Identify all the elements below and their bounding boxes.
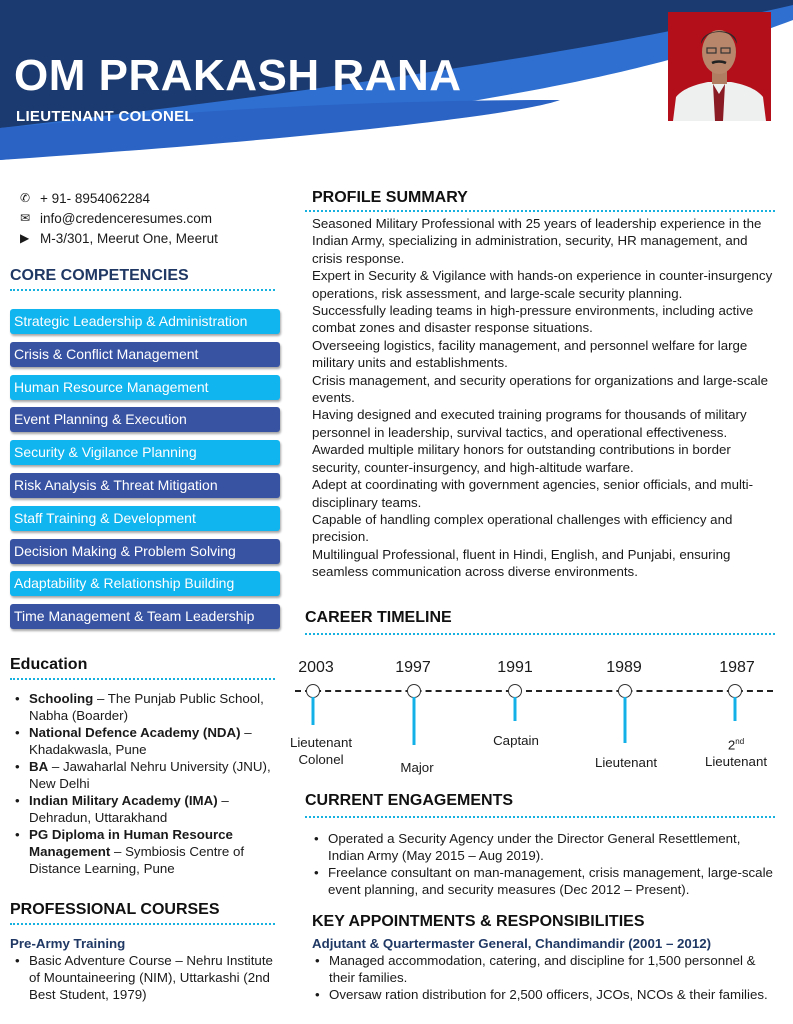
profile-paragraph: Seasoned Military Professional with 25 years of leadership experience in the Indian Army, specializing in administration, security, HR management, and crisis response. xyxy=(312,216,762,266)
profile-paragraph: Multilingual Professional, fluent in Hindi, English, and Punjabi, ensuring seamless communication across diverse environments. xyxy=(312,546,731,580)
timeline-stem xyxy=(312,697,315,725)
header-banner xyxy=(0,0,793,165)
education-list xyxy=(10,690,275,877)
postal-address: M-3/301, Meerut One, Meerut xyxy=(40,230,218,246)
engagement-item: • Operated a Security Agency under the Director General Resettlement, Indian Army (May 2015 – Aug 2019). xyxy=(309,830,775,864)
education-item: • Schooling – The Punjab Public School, Nabha (Boarder) xyxy=(10,690,275,724)
timeline-node xyxy=(306,684,320,698)
section-divider xyxy=(305,210,775,212)
timeline-label-second-lieutenant: 2nd Lieutenant xyxy=(704,737,768,770)
section-divider xyxy=(10,923,275,925)
education-item: • PG Diploma in Human Resource Management – Symbiosis Centre of Distance Learning, Pune xyxy=(10,826,275,877)
candidate-rank: LIEUTENANT COLONEL xyxy=(16,108,194,125)
profile-paragraph: Successfully leading teams in high-pressure environments, including active combat zones and disaster response situations. xyxy=(312,303,754,336)
timeline-label: Major xyxy=(400,760,434,775)
competency-item: Adaptability & Relationship Building xyxy=(10,571,280,596)
contact-phone-row xyxy=(20,188,218,208)
profile-paragraph: Having designed and executed training programs for thousands of military personnel in leadership, survival tactics, and operational effectiveness. xyxy=(312,407,747,440)
competency-item: Event Planning & Execution xyxy=(10,407,280,432)
timeline-year: 1987 xyxy=(719,659,755,676)
course-item: • Basic Adventure Course – Nehru Institute of Mountaineering (NIM), Uttarkashi (2nd Best Student, 1979) xyxy=(10,952,275,1003)
competency-item: Human Resource Management xyxy=(10,375,280,400)
phone-number: + 91- 8954062284 xyxy=(40,190,150,206)
engagement-item: • Freelance consultant on man-management, crisis management, large-scale event planning, and security measures (Dec 2012 – Present). xyxy=(309,864,775,898)
timeline-year: 1991 xyxy=(497,659,533,676)
education-item: • Indian Military Academy (IMA) – Dehradun, Uttarakhand xyxy=(10,792,275,826)
profile-paragraph: Adept at coordinating with government agencies, senior officials, and multi-disciplinary teams. xyxy=(312,477,754,510)
timeline-label: Captain xyxy=(493,733,539,748)
competency-item: Time Management & Team Leadership xyxy=(10,604,280,629)
profile-photo xyxy=(668,12,771,121)
timeline-year: 2003 xyxy=(298,659,334,676)
competencies-list xyxy=(10,309,280,637)
competencies-heading-block xyxy=(10,267,275,291)
competency-item: Strategic Leadership & Administration xyxy=(10,309,280,334)
profile-title: PROFILE SUMMARY xyxy=(312,189,468,206)
section-divider xyxy=(305,816,775,818)
education-title: Education xyxy=(10,656,88,673)
education-item: • National Defence Academy (NDA) – Khadakwasla, Pune xyxy=(10,724,275,758)
timeline-stem xyxy=(413,697,416,745)
timeline-title: CAREER TIMELINE xyxy=(305,609,452,626)
profile-paragraph: Overseeing logistics, facility management, and personnel welfare for large military units and establishments. xyxy=(312,337,748,371)
candidate-name: OM PRAKASH RANA xyxy=(14,51,462,100)
timeline-year: 1989 xyxy=(606,659,642,676)
arrow-icon: ▶ xyxy=(20,231,30,245)
timeline-label: Lieutenant xyxy=(594,755,658,770)
timeline-node xyxy=(728,684,742,698)
profile-paragraphs xyxy=(305,215,775,581)
section-divider xyxy=(305,633,775,635)
competency-item: Crisis & Conflict Management xyxy=(10,342,280,367)
profile-paragraph: Expert in Security & Vigilance with hands-on experience in counter-insurgency operations, risk assessment, and large-scale security planning. xyxy=(312,268,773,301)
education-item: • BA – Jawaharlal Nehru University (JNU), New Delhi xyxy=(10,758,275,792)
timeline-stem xyxy=(734,697,737,721)
profile-summary-section xyxy=(305,189,775,581)
section-divider xyxy=(10,289,275,291)
competency-item: Decision Making & Problem Solving xyxy=(10,539,280,564)
competencies-title: CORE COMPETENCIES xyxy=(10,267,189,284)
career-timeline xyxy=(285,655,785,775)
competency-item: Risk Analysis & Threat Mitigation xyxy=(10,473,280,498)
appointments-subtitle: Adjutant & Quartermaster General, Chandimandir (2001 – 2012) xyxy=(312,936,712,951)
appointments-title: KEY APPOINTMENTS & RESPONSIBILITIES xyxy=(312,913,645,930)
timeline-node xyxy=(618,684,632,698)
phone-icon: ✆ xyxy=(20,191,31,205)
timeline-heading-block xyxy=(305,609,775,635)
courses-title: PROFESSIONAL COURSES xyxy=(10,901,220,918)
competency-item: Staff Training & Development xyxy=(10,506,280,531)
timeline-year: 1997 xyxy=(395,659,431,676)
contact-address-row xyxy=(20,228,218,248)
appointment-item: • Oversaw ration distribution for 2,500 officers, JCOs, NCOs & their families. xyxy=(310,986,775,1003)
education-section xyxy=(10,656,275,877)
timeline-stem xyxy=(624,697,627,743)
timeline-axis xyxy=(295,690,773,692)
courses-section xyxy=(10,901,275,1003)
timeline-stem xyxy=(514,697,517,721)
contact-block xyxy=(20,188,218,248)
profile-paragraph: Awarded multiple military honors for outstanding contributions in border security, counter-insurgency, and high-altitude warfare. xyxy=(312,442,731,475)
contact-email-row xyxy=(20,208,218,228)
appointment-item: • Managed accommodation, catering, and discipline for 1,500 personnel & their families. xyxy=(310,952,775,986)
courses-list xyxy=(10,952,275,1003)
appointments-list xyxy=(305,952,775,1003)
engagements-section xyxy=(305,792,775,898)
timeline-node xyxy=(508,684,522,698)
appointments-section xyxy=(305,913,775,1003)
engagements-list xyxy=(305,830,775,898)
timeline-label: Lieutenant Colonel xyxy=(289,735,353,767)
engagements-title: CURRENT ENGAGEMENTS xyxy=(305,792,514,809)
competency-item: Security & Vigilance Planning xyxy=(10,440,280,465)
timeline-node xyxy=(407,684,421,698)
section-divider xyxy=(10,678,275,680)
profile-paragraph: Crisis management, and security operations for organizations and large-scale events. xyxy=(312,372,769,406)
courses-subtitle: Pre-Army Training xyxy=(10,936,126,951)
profile-paragraph: Capable of handling complex operational challenges with efficiency and precision. xyxy=(312,511,733,545)
email-address: info@credenceresumes.com xyxy=(40,210,213,226)
envelope-icon: ✉ xyxy=(20,211,31,225)
